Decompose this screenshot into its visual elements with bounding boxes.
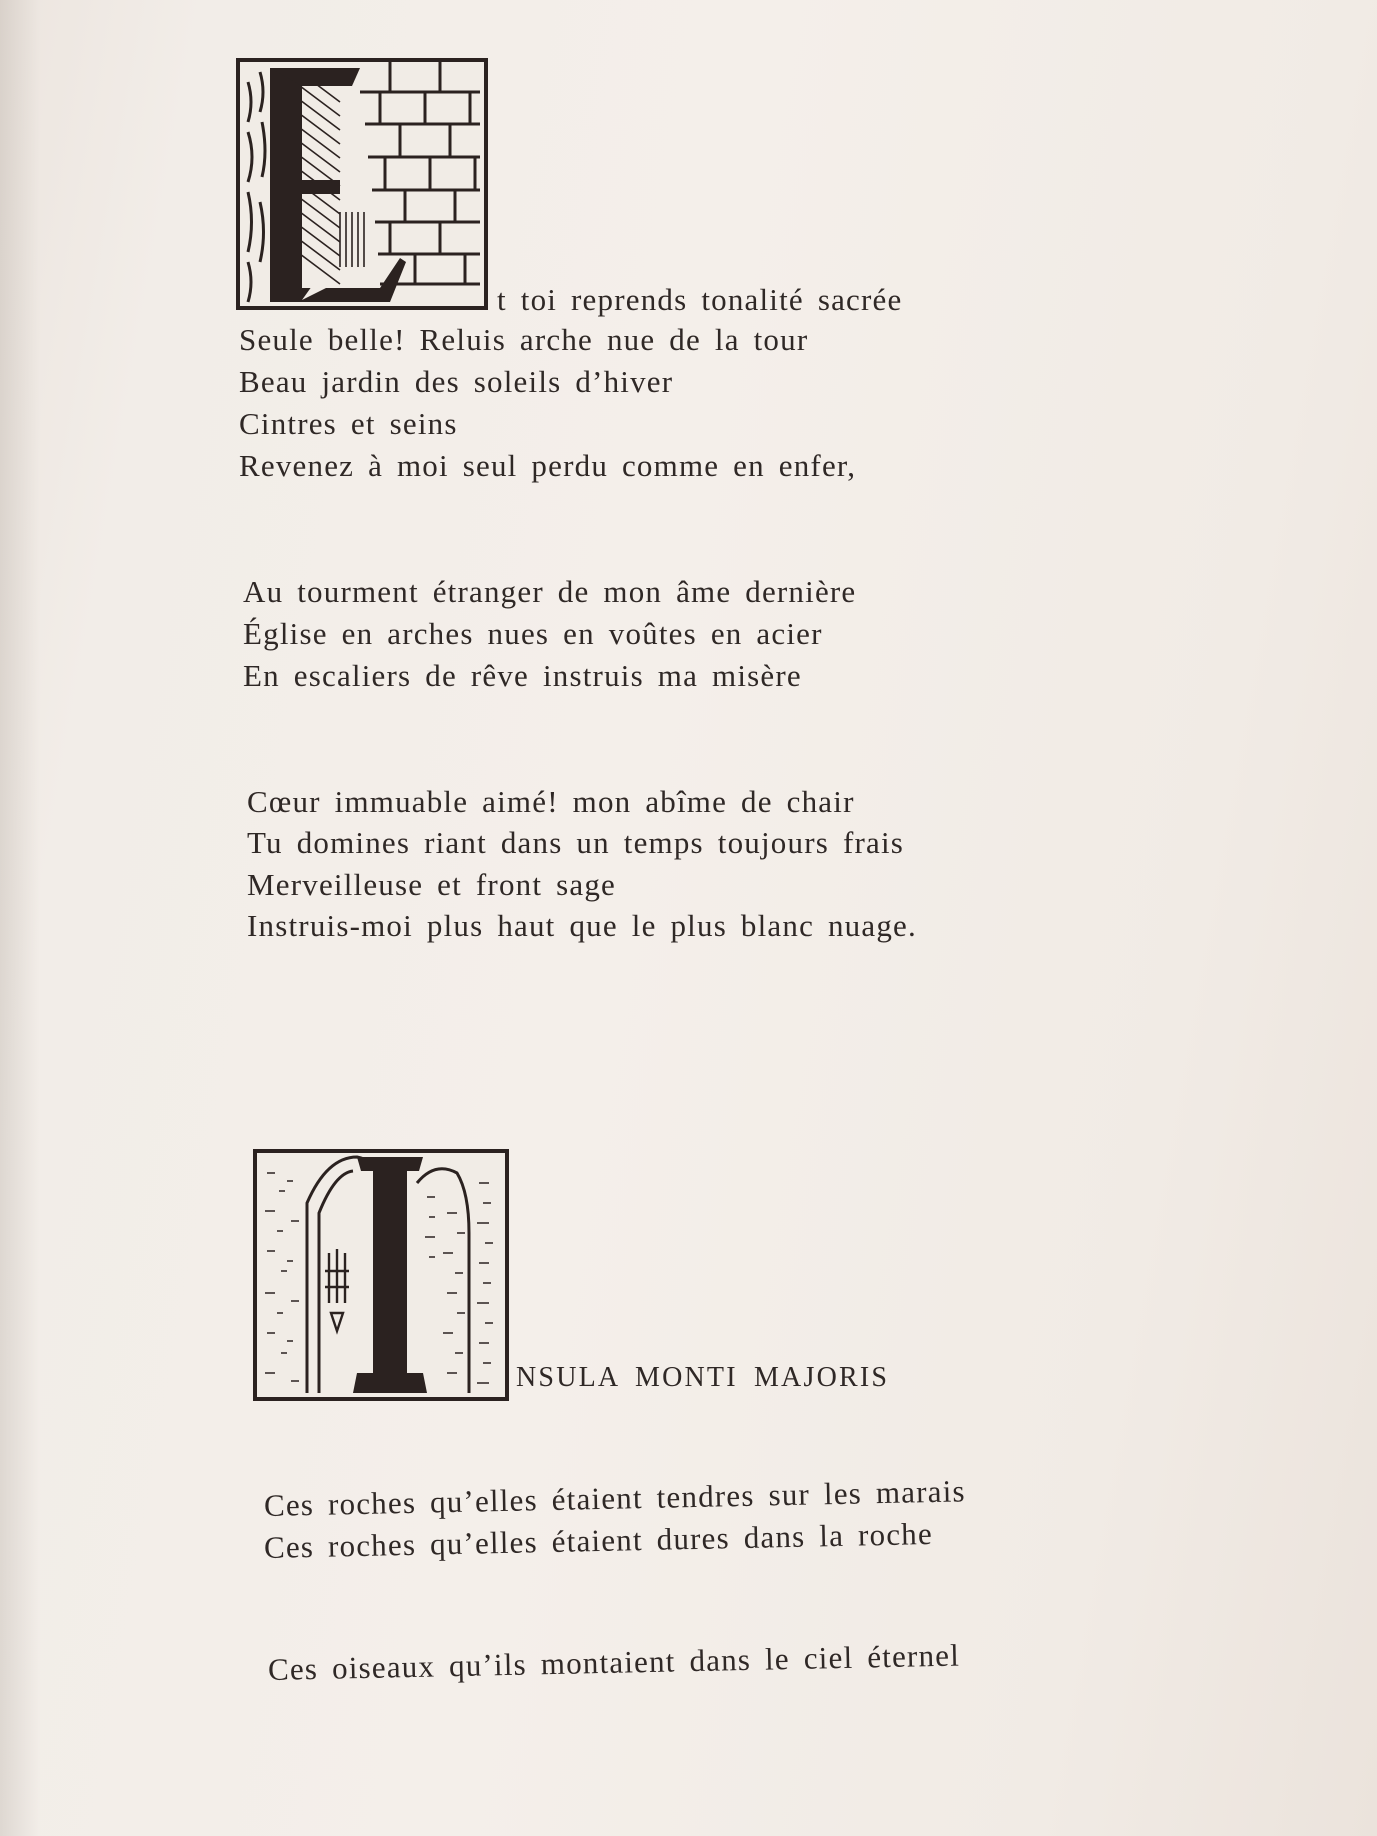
- poem-line: Seule belle! Reluis arche nue de la tour: [239, 322, 809, 357]
- poem-line: Tu domines riant dans un temps toujours frais: [247, 825, 905, 860]
- poem-line: Église en arches nues en voûtes en acier: [243, 616, 823, 651]
- poem-line: Cœur immuable aimé! mon abîme de chair: [247, 784, 855, 819]
- page-gutter-shadow: [0, 0, 40, 1836]
- poem-line: Cintres et seins: [239, 406, 458, 441]
- poem-line: Revenez à moi seul perdu comme en enfer,: [239, 448, 857, 483]
- poem-line: Au tourment étranger de mon âme dernière: [243, 574, 857, 609]
- poem-line: Ces oiseaux qu’ils montaient dans le ciel éternel: [267, 1637, 961, 1687]
- poem-line: Merveilleuse et front sage: [247, 867, 616, 902]
- poem-title: NSULA MONTI MAJORIS: [516, 1362, 890, 1393]
- poem-line: Instruis-moi plus haut que le plus blanc nuage.: [247, 908, 917, 943]
- drop-cap-i-woodcut: [253, 1149, 509, 1401]
- poem-line: Beau jardin des soleils d’hiver: [239, 364, 674, 399]
- arch-interior-illustration: [257, 1153, 505, 1397]
- poem-line: t toi reprends tonalité sacrée: [497, 282, 903, 317]
- poem-line: Ces roches qu’elles étaient tendres sur les marais: [263, 1473, 967, 1523]
- poem-line: Ces roches qu’elles étaient dures dans la roche: [263, 1515, 934, 1565]
- drop-cap-e-woodcut: [236, 58, 488, 310]
- stone-wall-illustration: [240, 62, 484, 306]
- poem-line: En escaliers de rêve instruis ma misère: [243, 658, 802, 693]
